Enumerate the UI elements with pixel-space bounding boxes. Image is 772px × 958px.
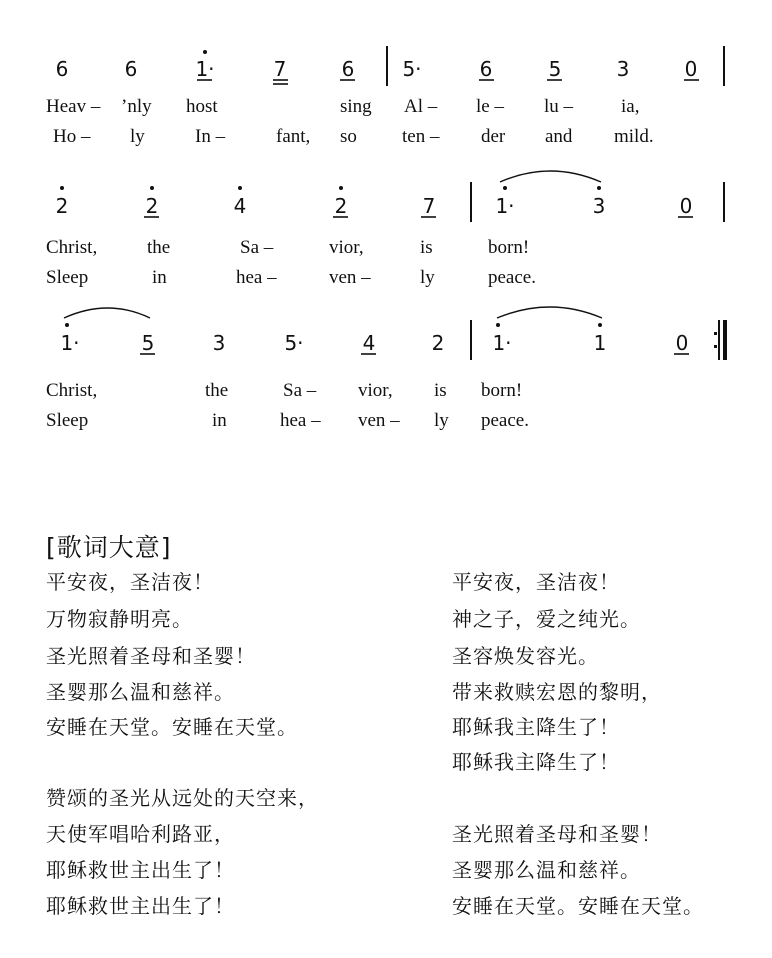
lyric: Sa – <box>283 380 317 401</box>
lyric: Sleep <box>46 267 89 288</box>
notation-marks <box>0 0 772 450</box>
lyric: der <box>481 126 506 147</box>
repeat-dots <box>714 332 717 348</box>
lyric: Christ, <box>46 237 98 258</box>
lyric: le – <box>476 96 504 117</box>
lyric: ven – <box>329 267 371 288</box>
lyric: ly <box>420 267 435 288</box>
lyric: ven – <box>358 410 400 431</box>
note: 2 <box>55 194 69 218</box>
lyric-line: 圣光照着圣母和圣婴！ <box>46 644 256 668</box>
lyric-line: 安睡在天堂。安睡在天堂。 <box>46 715 298 739</box>
lyric: lu – <box>544 96 574 117</box>
note: 5 <box>548 57 562 81</box>
lyric-line: 耶稣我主降生了！ <box>452 715 620 739</box>
note: 2 <box>334 194 348 218</box>
lyric: Christ, <box>46 380 98 401</box>
note: 2 <box>431 331 445 355</box>
octave-dots <box>60 50 602 327</box>
lyric: Sa – <box>240 237 274 258</box>
lyric: the <box>147 237 171 258</box>
lyric: ia, <box>621 96 640 117</box>
lyric-line: 圣光照着圣母和圣婴！ <box>452 822 662 846</box>
note: 6 <box>124 57 138 81</box>
lyric: vior, <box>329 237 364 258</box>
lyric-line: 赞颂的圣光从远处的天空来， <box>46 786 319 810</box>
note: 4 <box>362 331 376 355</box>
note: 1· <box>495 194 515 218</box>
lyric: mild. <box>614 126 654 147</box>
lyric: ’nly <box>121 96 152 117</box>
lyric-line: 耶稣救世主出生了！ <box>46 858 235 882</box>
lyric-line: 圣婴那么温和慈祥。 <box>46 680 235 704</box>
note: 6 <box>55 57 69 81</box>
lyric: and <box>545 126 573 147</box>
lyric-line: 圣容焕发容光。 <box>452 644 599 668</box>
lyric: peace. <box>488 267 536 288</box>
note: 3 <box>592 194 606 218</box>
lyric-line: 带来救赎宏恩的黎明， <box>452 680 662 704</box>
section-title: [歌词大意] <box>46 533 172 562</box>
note: 6 <box>341 57 355 81</box>
note: 2 <box>145 194 159 218</box>
lyric-line: 耶稣救世主出生了！ <box>46 894 235 918</box>
note: 1· <box>60 331 80 355</box>
lyric: hea – <box>280 410 321 431</box>
note: 1· <box>492 331 512 355</box>
lyric: In – <box>195 126 226 147</box>
note: 5· <box>284 331 304 355</box>
lyric: Sleep <box>46 410 89 431</box>
note: 5 <box>141 331 155 355</box>
note: 4 <box>233 194 247 218</box>
lyric: sing <box>340 96 372 117</box>
note: 7 <box>422 194 436 218</box>
note: 3 <box>212 331 226 355</box>
ties <box>64 171 602 318</box>
note: 0 <box>684 57 698 81</box>
note: 0 <box>679 194 693 218</box>
note: 1· <box>195 57 215 81</box>
lyric: Al – <box>404 96 438 117</box>
lyric: is <box>434 380 447 401</box>
lyric: host <box>186 96 218 117</box>
lyric: hea – <box>236 267 277 288</box>
lyric: ly <box>434 410 449 431</box>
lyric: ten – <box>402 126 440 147</box>
lyric: ly <box>130 126 145 147</box>
lyric: Ho – <box>53 126 91 147</box>
lyric: born! <box>481 380 523 401</box>
lyric-line: 平安夜，圣洁夜！ <box>452 570 620 594</box>
lyric: so <box>340 126 357 147</box>
lyric-line: 平安夜，圣洁夜！ <box>46 570 214 594</box>
lyric-line: 安睡在天堂。安睡在天堂。 <box>452 894 704 918</box>
lyric: born! <box>488 237 530 258</box>
note: 7 <box>273 57 287 81</box>
lyric-line: 耶稣我主降生了！ <box>452 750 620 774</box>
lyric: vior, <box>358 380 393 401</box>
lyric-line: 天使军唱哈利路亚， <box>46 822 235 846</box>
lyric: the <box>205 380 229 401</box>
note: 0 <box>675 331 689 355</box>
note: 1 <box>593 331 607 355</box>
lyric-line: 圣婴那么温和慈祥。 <box>452 858 641 882</box>
note: 6 <box>479 57 493 81</box>
lyric-line: 万物寂静明亮。 <box>46 607 193 631</box>
lyric: peace. <box>481 410 529 431</box>
lyric: in <box>152 267 167 288</box>
lyric: fant, <box>276 126 311 147</box>
lyric: in <box>212 410 227 431</box>
numbered-musical-notation <box>0 0 772 450</box>
note: 5· <box>402 57 422 81</box>
lyric: Heav – <box>46 96 101 117</box>
lyric: is <box>420 237 433 258</box>
duration-underlines <box>140 80 699 354</box>
lyric-line: 神之子，爱之纯光。 <box>452 607 641 631</box>
note: 3 <box>616 57 630 81</box>
